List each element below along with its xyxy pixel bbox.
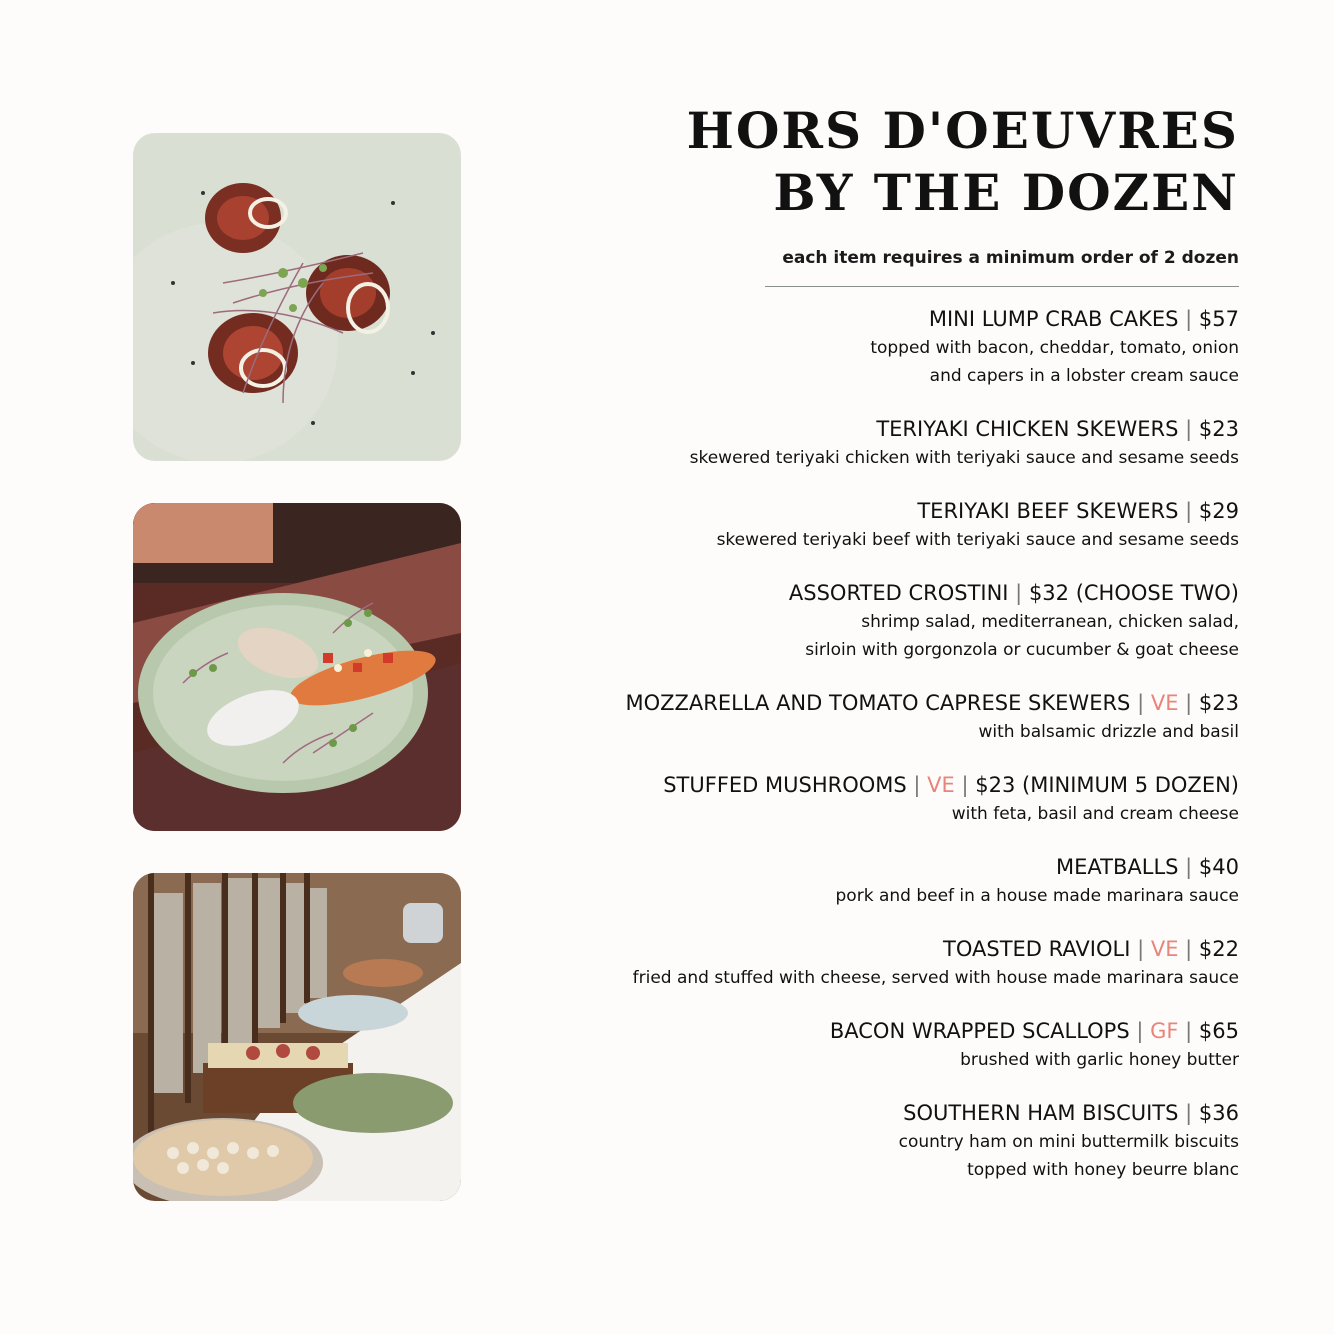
menu-item-price: $23 bbox=[1198, 417, 1239, 441]
menu-item-name: MEATBALLS bbox=[1056, 855, 1179, 879]
menu-item-description: country ham on mini buttermilk biscuits bbox=[898, 1132, 1239, 1152]
menu-item-heading bbox=[519, 853, 1239, 882]
separator: | bbox=[1178, 691, 1199, 715]
separator: | bbox=[1129, 1019, 1151, 1043]
title-line-1: HORS D'OEUVRES bbox=[686, 101, 1239, 160]
menu-item-price: $29 bbox=[1198, 499, 1239, 523]
buffet-photo bbox=[133, 873, 461, 1201]
diet-tag: VE bbox=[1150, 937, 1179, 961]
menu-item-heading bbox=[519, 689, 1239, 718]
menu-item-description: shrimp salad, mediterranean, chicken salad, bbox=[861, 612, 1239, 632]
menu-item-price: $23 (MINIMUM 5 DOZEN) bbox=[975, 773, 1239, 797]
menu-panel bbox=[519, 100, 1239, 1209]
separator: | bbox=[1178, 855, 1199, 879]
menu-item-description: topped with bacon, cheddar, tomato, onion bbox=[870, 338, 1239, 358]
menu-item bbox=[519, 415, 1239, 472]
menu-item-name: TOASTED RAVIOLI bbox=[943, 937, 1131, 961]
separator: | bbox=[1178, 937, 1199, 961]
crab-cakes-photo bbox=[133, 133, 461, 461]
menu-item-price: $40 bbox=[1198, 855, 1239, 879]
menu-item bbox=[519, 1099, 1239, 1184]
menu-item-price: $65 bbox=[1198, 1019, 1239, 1043]
menu-item-heading bbox=[519, 579, 1239, 608]
menu-items bbox=[519, 305, 1239, 1184]
diet-tag: VE bbox=[927, 773, 955, 797]
menu-item-name: TERIYAKI BEEF SKEWERS bbox=[917, 499, 1179, 523]
menu-item-description: topped with honey beurre blanc bbox=[967, 1160, 1239, 1180]
menu-title bbox=[519, 100, 1239, 224]
title-line-2: BY THE DOZEN bbox=[773, 163, 1239, 222]
menu-item bbox=[519, 579, 1239, 664]
menu-item-description: with balsamic drizzle and basil bbox=[978, 722, 1239, 742]
separator: | bbox=[1130, 937, 1151, 961]
menu-item-name: SOUTHERN HAM BISCUITS bbox=[903, 1101, 1179, 1125]
separator: | bbox=[1178, 1019, 1199, 1043]
menu-item-description: and capers in a lobster cream sauce bbox=[929, 366, 1239, 386]
menu-item-name: STUFFED MUSHROOMS bbox=[663, 773, 907, 797]
menu-item bbox=[519, 305, 1239, 390]
menu-item-heading bbox=[519, 497, 1239, 526]
menu-item-name: BACON WRAPPED SCALLOPS bbox=[829, 1019, 1130, 1043]
menu-item-price: $57 bbox=[1198, 307, 1239, 331]
menu-item bbox=[519, 853, 1239, 910]
menu-item-name: TERIYAKI CHICKEN SKEWERS bbox=[876, 417, 1179, 441]
menu-item bbox=[519, 497, 1239, 554]
menu-item bbox=[519, 1017, 1239, 1074]
menu-item bbox=[519, 689, 1239, 746]
separator: | bbox=[954, 773, 976, 797]
separator: | bbox=[1178, 307, 1199, 331]
menu-item-heading bbox=[519, 305, 1239, 334]
diet-tag: VE bbox=[1150, 691, 1179, 715]
menu-item-heading bbox=[519, 1099, 1239, 1128]
menu-item-description: brushed with garlic honey butter bbox=[960, 1050, 1239, 1070]
menu-item bbox=[519, 935, 1239, 992]
menu-item-price: $36 bbox=[1198, 1101, 1239, 1125]
menu-item-heading bbox=[519, 935, 1239, 964]
menu-item-name: ASSORTED CROSTINI bbox=[788, 581, 1009, 605]
menu-item-price: $22 bbox=[1198, 937, 1239, 961]
diet-tag: GF bbox=[1150, 1019, 1179, 1043]
menu-item-price: $23 bbox=[1198, 691, 1239, 715]
separator: | bbox=[1178, 1101, 1199, 1125]
menu-item-name: MINI LUMP CRAB CAKES bbox=[928, 307, 1179, 331]
separator: | bbox=[1130, 691, 1151, 715]
menu-item-name: MOZZARELLA AND TOMATO CAPRESE SKEWERS bbox=[625, 691, 1131, 715]
menu-item-description: sirloin with gorgonzola or cucumber & goat cheese bbox=[805, 640, 1239, 660]
menu-item-heading bbox=[519, 771, 1239, 800]
menu-item bbox=[519, 771, 1239, 828]
crostini-photo bbox=[133, 503, 461, 831]
separator: | bbox=[1008, 581, 1029, 605]
menu-item-description: skewered teriyaki chicken with teriyaki sauce and sesame seeds bbox=[689, 448, 1239, 468]
divider bbox=[765, 286, 1239, 287]
menu-item-description: with feta, basil and cream cheese bbox=[951, 804, 1239, 824]
separator: | bbox=[1178, 417, 1199, 441]
menu-item-description: pork and beef in a house made marinara sauce bbox=[835, 886, 1239, 906]
menu-item-heading bbox=[519, 415, 1239, 444]
separator: | bbox=[1178, 499, 1199, 523]
menu-item-price: $32 (CHOOSE TWO) bbox=[1028, 581, 1239, 605]
menu-item-description: fried and stuffed with cheese, served with house made marinara sauce bbox=[632, 968, 1239, 988]
menu-item-heading bbox=[519, 1017, 1239, 1046]
menu-item-description: skewered teriyaki beef with teriyaki sauce and sesame seeds bbox=[716, 530, 1239, 550]
separator: | bbox=[906, 773, 928, 797]
minimum-order-note: each item requires a minimum order of 2 dozen bbox=[782, 248, 1239, 268]
